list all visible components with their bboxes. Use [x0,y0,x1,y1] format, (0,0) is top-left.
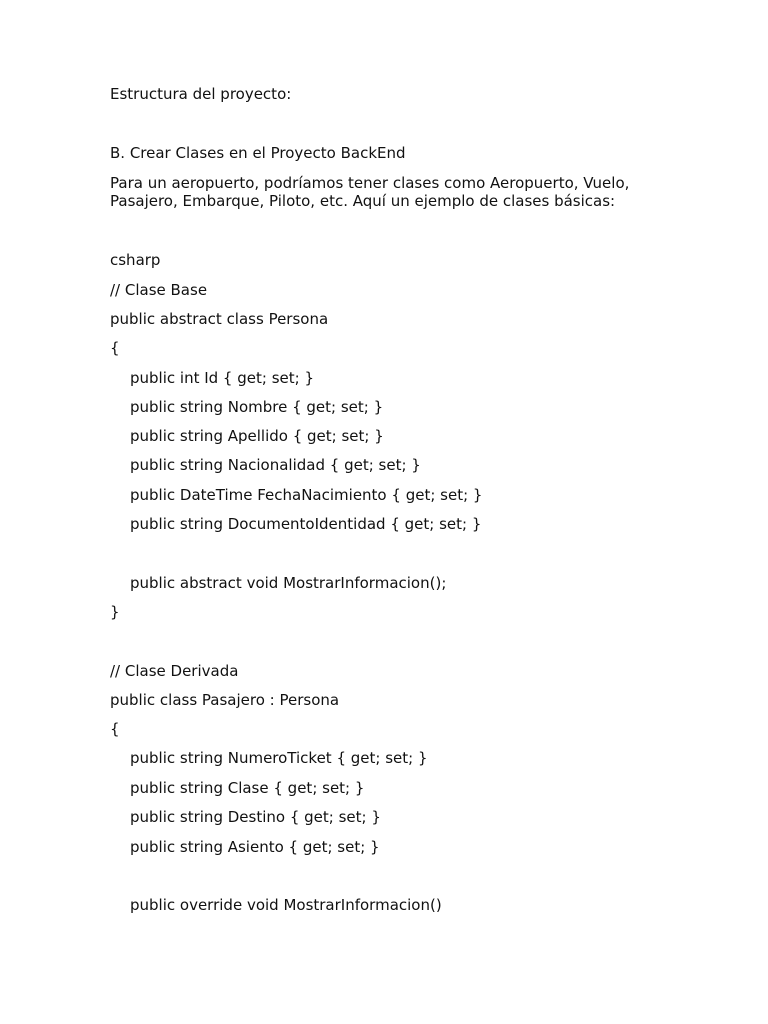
code-line: public string Asiento { get; set; } [130,838,380,856]
code-line: public override void MostrarInformacion() [130,896,442,914]
code-line: public string DocumentoIdentidad { get; set; } [130,515,482,533]
code-language-label: csharp [110,251,161,269]
document-heading: Estructura del proyecto: [110,85,292,103]
code-line: public abstract void MostrarInformacion(); [130,574,447,592]
code-line: public string Nombre { get; set; } [130,398,384,416]
code-line: public string Nacionalidad { get; set; } [130,456,421,474]
code-line: // Clase Derivada [110,662,239,680]
code-line: public abstract class Persona [110,310,329,328]
section-title: B. Crear Clases en el Proyecto BackEnd [110,144,406,162]
code-line: public string NumeroTicket { get; set; } [130,749,428,767]
code-line: // Clase Base [110,281,208,299]
code-line: public int Id { get; set; } [130,369,314,387]
code-line: public DateTime FechaNacimiento { get; set; } [130,486,483,504]
code-line: { [110,720,120,738]
code-line: public string Apellido { get; set; } [130,427,384,445]
code-line: public class Pasajero : Persona [110,691,340,709]
code-line: public string Destino { get; set; } [130,808,381,826]
code-line: { [110,339,120,357]
code-line: public string Clase { get; set; } [130,779,365,797]
intro-text-line-2: Pasajero, Embarque, Piloto, etc. Aquí un ejemplo de clases básicas: [110,192,616,210]
code-line: } [110,603,120,621]
intro-text-line-1: Para un aeropuerto, podríamos tener clases como Aeropuerto, Vuelo, [110,174,630,192]
